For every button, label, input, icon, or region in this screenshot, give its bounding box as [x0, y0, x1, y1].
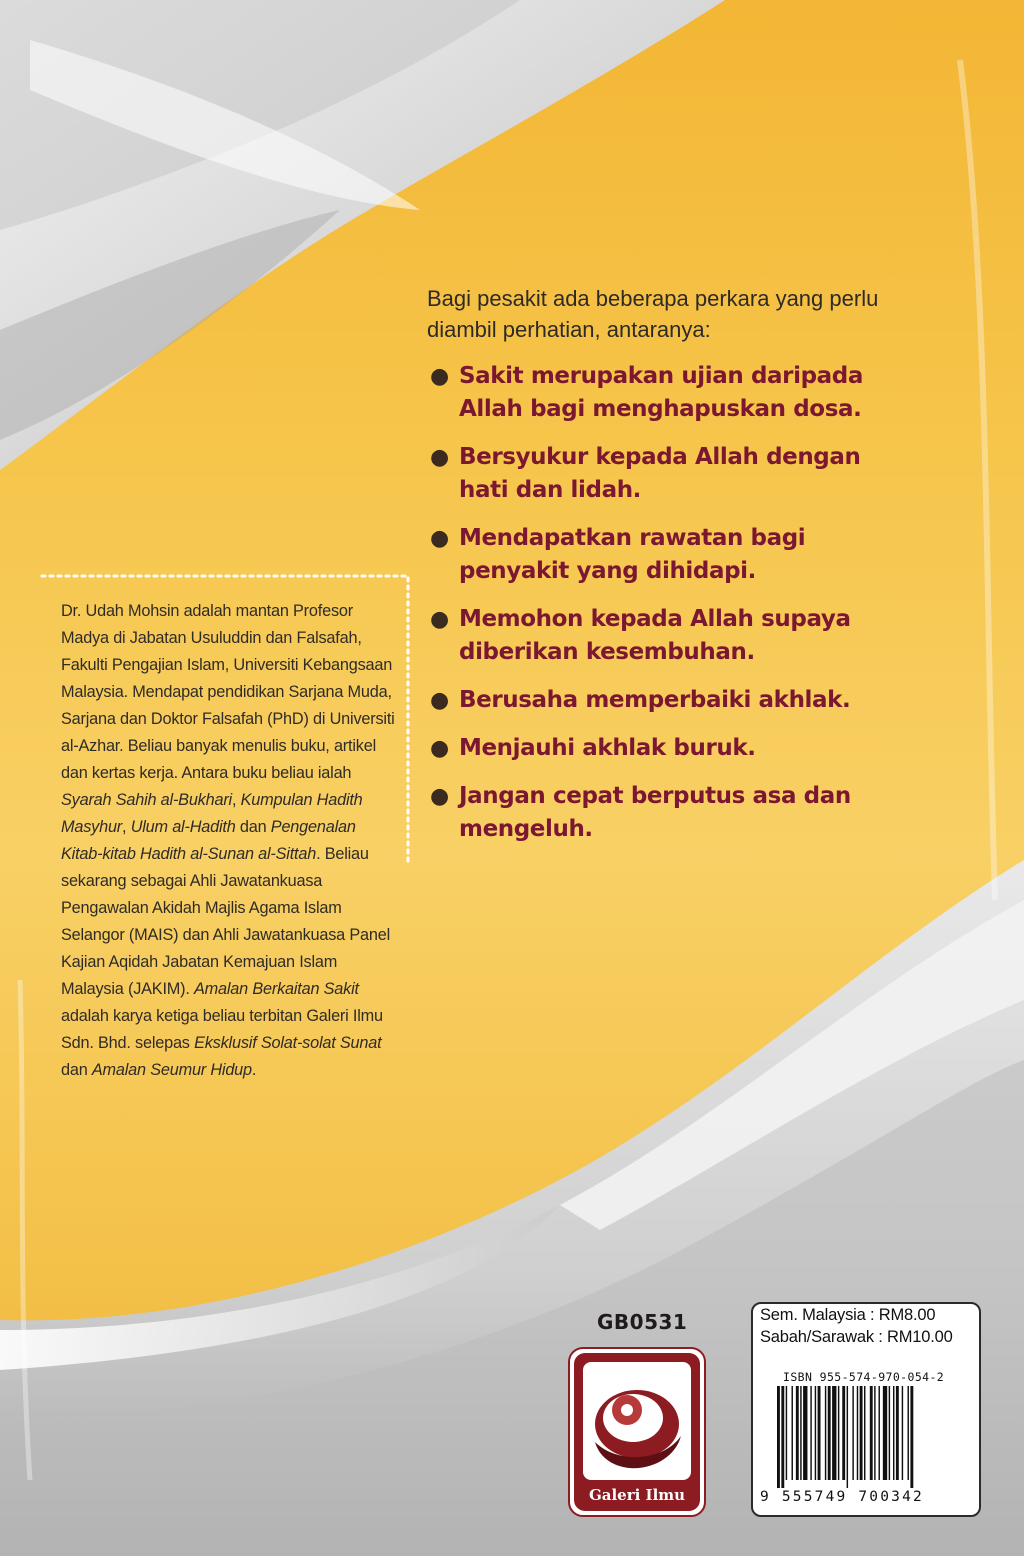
- barcode-bar: [786, 1386, 787, 1480]
- bullet-icon: ●: [430, 784, 449, 809]
- bullet-icon: ●: [430, 526, 449, 551]
- list-item: ● Bersyukur kepada Allah dengan hati dan lidah.: [428, 441, 908, 507]
- barcode-bar: [902, 1386, 903, 1480]
- barcode-bar: [910, 1386, 913, 1488]
- barcode-bar: [879, 1386, 880, 1480]
- barcode-bar: [860, 1386, 863, 1480]
- barcode-number: 9 555749 700342: [760, 1489, 924, 1505]
- barcode-bar: [896, 1386, 899, 1480]
- list-item: ● Berusaha memperbaiki akhlak.: [428, 684, 908, 717]
- book-code: GB0531: [597, 1310, 688, 1334]
- bullet-icon: ●: [430, 607, 449, 632]
- publisher-name: Galeri Ilmu: [588, 1486, 686, 1504]
- barcode-bar: [781, 1386, 784, 1488]
- barcode-bar: [893, 1386, 894, 1480]
- bullet-icon: ●: [430, 364, 449, 389]
- intro-text: Bagi pesakit ada beberapa perkara yang perlu diambil perhatian, antaranya:: [427, 286, 879, 342]
- barcode-bar: [847, 1386, 848, 1488]
- barcode-bar: [792, 1386, 793, 1480]
- barcode-bar: [803, 1386, 807, 1480]
- barcode-bar: [832, 1386, 836, 1480]
- barcode-bar: [838, 1386, 839, 1480]
- bullet-icon: ●: [430, 445, 449, 470]
- list-item: ● Memohon kepada Allah supaya diberikan kesembuhan.: [428, 603, 908, 669]
- barcode-bar: [870, 1386, 873, 1480]
- barcode-bar: [796, 1386, 799, 1480]
- barcode-bar: [818, 1386, 821, 1480]
- barcode-bar: [908, 1386, 909, 1480]
- barcode-icon: [773, 1386, 973, 1488]
- price-semenanjung: Sem. Malaysia : RM8.00: [760, 1306, 936, 1324]
- list-item: ● Menjauhi akhlak buruk.: [428, 732, 908, 765]
- barcode-bar: [777, 1386, 780, 1488]
- barcode-bar: [815, 1386, 816, 1480]
- barcode-bar: [825, 1386, 826, 1480]
- barcode-bar: [800, 1386, 801, 1480]
- price-sabah-sarawak: Sabah/Sarawak : RM10.00: [760, 1328, 953, 1346]
- barcode-bar: [874, 1386, 875, 1480]
- barcode-bar: [864, 1386, 865, 1480]
- barcode-bar: [842, 1386, 845, 1480]
- barcode-bar: [852, 1386, 853, 1480]
- list-item: ● Jangan cepat berputus asa dan mengeluh.: [428, 780, 908, 846]
- bullet-icon: ●: [430, 688, 449, 713]
- barcode-bar: [828, 1386, 831, 1480]
- barcode-bar: [810, 1386, 811, 1480]
- list-item: ● Mendapatkan rawatan bagi penyakit yang dihidapi.: [428, 522, 908, 588]
- barcode-bar: [889, 1386, 890, 1480]
- barcode-bar: [883, 1386, 887, 1480]
- key-points-list: [428, 360, 908, 861]
- barcode-bar: [857, 1386, 858, 1480]
- list-item: ● Sakit merupakan ujian daripada Allah bagi menghapuskan dosa.: [428, 360, 908, 426]
- isbn-text: ISBN 955-574-970-054-2: [783, 1370, 945, 1384]
- author-bio: Dr. Udah Mohsin adalah mantan Profesor Madya di Jabatan Usuluddin dan Falsafah, Fakulti Pengajian Islam, Universiti Kebangsaan Malaysia. Mendapat pendidikan Sarjana Muda, Sarjana dan Doktor Falsafah (PhD) di Universiti al-Azhar. Beliau banyak menulis buku, artikel dan kertas kerja. Antara buku beliau ialah Syarah Sahih al-Bukhari, Kumpulan Hadith Masyhur, Ulum al-Hadith dan Pengenalan Kitab-kitab Hadith al-Sunan al-Sittah. Beliau sekarang sebagai Ahli Jawatankuasa Pengawalan Akidah Majlis Agama Islam Selangor (MAIS) dan Ahli Jawatankuasa Panel Kajian Aqidah Jabatan Kemajuan Islam Malaysia (JAKIM). Amalan Berkaitan Sakit adalah karya ketiga beliau terbitan Galeri Ilmu Sdn. Bhd. selepas Eksklusif Solat-solat Sunat dan Amalan Seumur Hidup.: [61, 602, 395, 1079]
- bullet-icon: ●: [430, 736, 449, 761]
